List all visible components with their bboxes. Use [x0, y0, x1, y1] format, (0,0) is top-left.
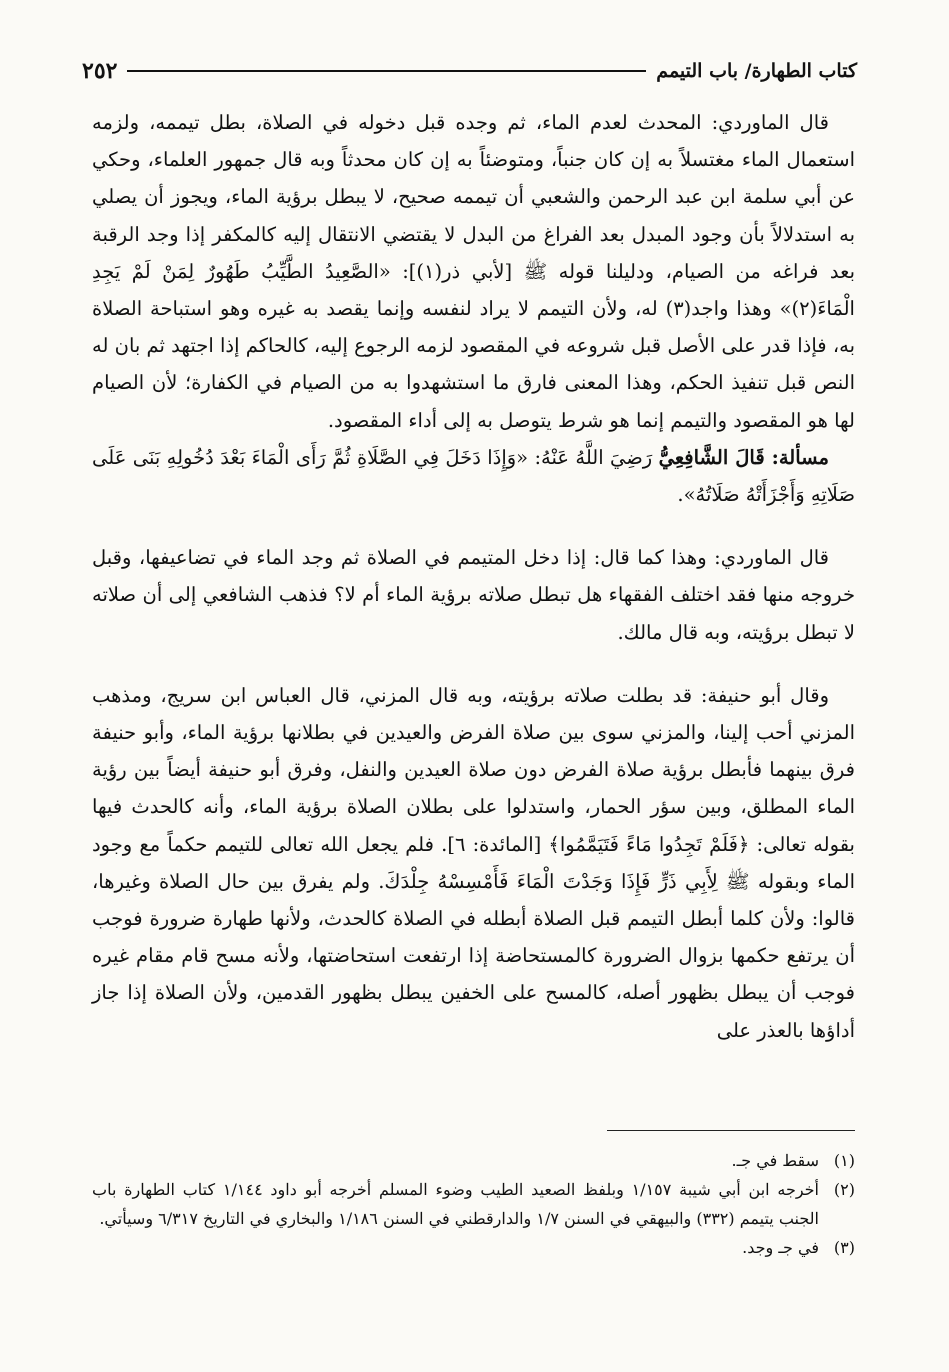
paragraph-gap — [92, 651, 855, 677]
footnote — [92, 1146, 855, 1175]
chapter-title: كتاب الطهارة/ باب التيمم — [656, 60, 857, 82]
footnote-number: (١) — [833, 1151, 855, 1170]
footnote — [92, 1175, 855, 1233]
paragraph-2 — [92, 439, 855, 513]
page-number: ٢٥٢ — [82, 58, 118, 84]
footnote-text: في جـ وجد. — [742, 1238, 819, 1257]
footnote-rule — [607, 1130, 855, 1131]
footnote-number: (٣) — [833, 1238, 855, 1257]
paragraph-1: قال الماوردي: المحدث لعدم الماء، ثم وجده قبل دخوله في الصلاة، بطل تيممه، ولزمه استعمال الماء مغتسلاً به إن كان جنباً، ومتوضئاً به إن كان محدثاً وبه قال جمهور العلماء، وحكي عن أبي سلمة ابن عبد الرحمن والشعبي أن تيممه صحيح، لا يبطل برؤية الماء، ويجوز أن يصلي به استدلالاً بأن وجود المبدل بعد الفراغ من البدل لا يقتضي الانتقال إليه كالمكفر إذا وجد الرقبة بعد فراغه من الصيام، ودليلنا قوله ﷺ [لأبي ذر(١)]: «الصَّعِيدُ الطَّيِّبُ طَهُورٌ لِمَنْ لَمْ يَجِدِ الْمَاءَ(٢)» وهذا واجد(٣) له، ولأن التيمم لا يراد لنفسه وإنما يقصد به غيره وهو استباحة الصلاة به، فإذا قدر على الأصل قبل شروعه في المقصود لزمه الرجوع إليه، كالحاكم إذا اجتهد ثم بان له النص قبل تنفيذ الحكم، وهذا المعنى فارق ما استشهدوا به من الصيام في الكفارة؛ لأن الصيام لها هو المقصود والتيمم إنما هو شرط يتوصل به إلى أداء المقصود. — [92, 111, 855, 432]
footnotes — [92, 1146, 855, 1262]
footnote-number: (٢) — [833, 1180, 855, 1199]
header-rule — [127, 70, 646, 72]
main-text — [92, 104, 855, 1049]
paragraph-3: قال الماوردي: وهذا كما قال: إذا دخل المتيمم في الصلاة ثم وجد الماء في تضاعيفها، وقبل خروجه منها فقد اختلف الفقهاء هل تبطل صلاته برؤية الماء أم لا؟ فذهب الشافعي إلى أن صلاته لا تبطل برؤيته، وبه قال مالك. — [92, 546, 855, 644]
paragraph-4: وقال أبو حنيفة: قد بطلت صلاته برؤيته، وبه قال المزني، قال العباس ابن سريج، ومذهب المزني أحب إلينا، والمزني سوى بين صلاة الفرض والعيدين في بطلانها برؤية الماء، وأبو حنيفة فرق بينهما فأبطل برؤية صلاة الفرض دون صلاة العيدين والنفل، وفرق أبو حنيفة أيضاً بين رؤية الماء المطلق، وبين سؤر الحمار، واستدلوا على بطلان الصلاة برؤية الماء، وأنه كالحدث فيها بقوله تعالى: ﴿فَلَمْ تَجِدُوا مَاءً فَتَيَمَّمُوا﴾ [المائدة: ٦]. فلم يجعل الله تعالى للتيمم حكماً مع وجود الماء وبقوله ﷺ لِأَبِي ذَرٍّ فَإِذَا وَجَدْتَ الْمَاءَ فَأَمْسِسْهُ جِلْدَكَ. ولم يفرق بين حال الصلاة وغيرها، قالوا: ولأن كلما أبطل التيمم قبل الصلاة أبطله في الصلاة كالحدث، ولأنها طهارة ضرورة فوجب أن يرتفع حكمها بزوال الضرورة كالمستحاضة إذا ارتفعت استحاضتها، ولأنه مسح قام مقام غيره فوجب أن يبطل بظهور أصله، كالمسح على الخفين يبطل بظهور القدمين، ولأن الصلاة إذا جاز أداؤها بالعذر على — [92, 683, 855, 1042]
issue-text: رَضِيَ اللَّهُ عَنْهُ: «وَإِذَا دَخَلَ فِي الصَّلَاةِ ثُمَّ رَأَى الْمَاءَ بَعْدَ دُخُولِهِ بَنَى عَلَى صَلَاتِهِ وَأَجْزَأَتْهُ صَلَاتُهُ». — [92, 445, 855, 507]
issue-label: مسألة: قَالَ الشَّافِعِيُّ — [658, 445, 829, 469]
paragraph-gap — [92, 513, 855, 539]
footnote-text: سقط في جـ. — [731, 1151, 819, 1170]
footnote — [92, 1233, 855, 1262]
running-header — [82, 56, 857, 86]
footnote-text: أخرجه ابن أبي شيبة ١/١٥٧ وبلفظ الصعيد الطيب وضوء المسلم أخرجه أبو داود ١/١٤٤ كتاب الطهارة باب الجنب يتيمم (٣٣٢) والبيهقي في السنن ١/٧ والدارقطني في السنن ١/١٨٦ والبخاري في التاريخ ٦/٣١٧ وسيأتي. — [92, 1180, 820, 1228]
